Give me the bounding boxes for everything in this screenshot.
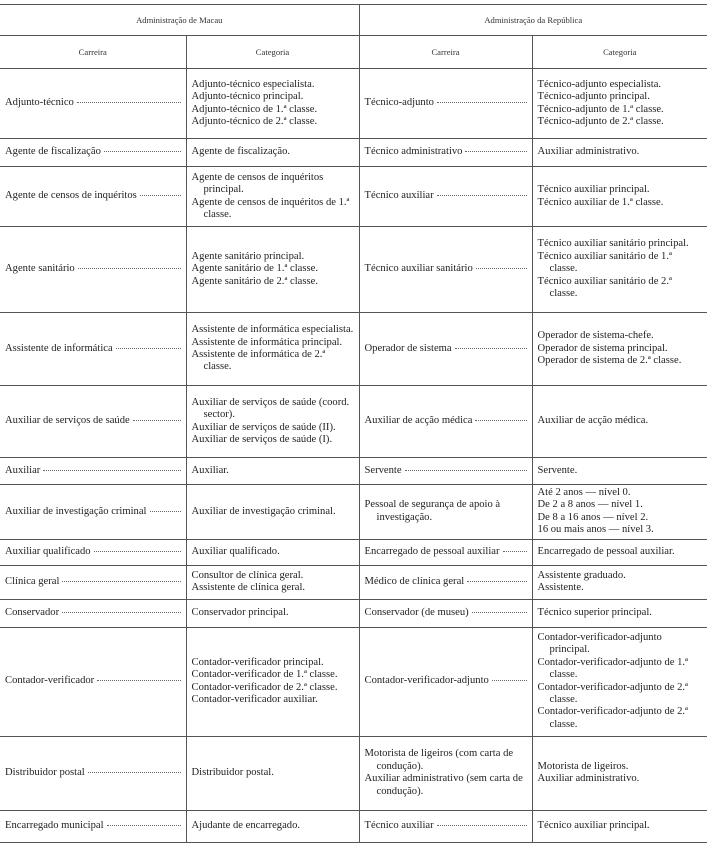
rep-carreira-text: Encarregado de pessoal auxiliar bbox=[364, 545, 500, 557]
table-row bbox=[0, 485, 707, 540]
dot-leader bbox=[43, 470, 180, 471]
macau-categoria-cell bbox=[186, 69, 359, 139]
macau-carreira-cell bbox=[0, 227, 186, 313]
table-row bbox=[0, 810, 707, 842]
rep-carreira bbox=[365, 675, 527, 687]
rep-categoria-cell bbox=[532, 69, 707, 139]
macau-categoria-item: Auxiliar de serviços de saúde (I). bbox=[191, 433, 333, 445]
rep-categoria-item: Operador de sistema de 2.ª classe. bbox=[537, 355, 682, 367]
macau-categoria-item: Assistente de clínica geral. bbox=[191, 582, 306, 594]
macau-categoria-item: Auxiliar qualificado. bbox=[191, 545, 280, 557]
macau-carreira-cell bbox=[0, 313, 186, 386]
rep-categoria-cell bbox=[532, 139, 707, 167]
rep-carreira-cell bbox=[359, 599, 532, 627]
macau-carreira-cell bbox=[0, 485, 186, 540]
table-row bbox=[0, 627, 707, 736]
rep-categoria-item: Técnico-adjunto de 2.ª classe. bbox=[537, 115, 664, 127]
rep-categoria-item: Auxiliar de acção médica. bbox=[537, 415, 649, 427]
macau-categoria-item: Assistente de informática principal. bbox=[191, 336, 343, 348]
dot-leader bbox=[62, 612, 180, 613]
dot-leader bbox=[77, 102, 181, 103]
table-row bbox=[0, 458, 707, 485]
dot-leader bbox=[437, 825, 527, 826]
macau-categoria-item: Agente sanitário de 2.ª classe. bbox=[191, 275, 318, 287]
dot-leader bbox=[97, 680, 180, 681]
macau-categoria-cell bbox=[186, 810, 359, 842]
macau-carreira-cell bbox=[0, 386, 186, 458]
rep-categoria-item: De 2 a 8 anos — nível 1. bbox=[537, 499, 643, 511]
col-header-macau-categoria: Categoria bbox=[186, 36, 359, 69]
rep-categoria-cell bbox=[532, 810, 707, 842]
dot-leader bbox=[150, 511, 181, 512]
dot-leader bbox=[437, 102, 527, 103]
col-header-rep-carreira: Carreira bbox=[359, 36, 532, 69]
dot-leader bbox=[94, 551, 181, 552]
rep-categoria-item: Técnico auxiliar de 1.ª classe. bbox=[537, 196, 664, 208]
rep-carreira bbox=[365, 576, 527, 588]
macau-carreira-cell bbox=[0, 458, 186, 485]
macau-carreira-cell bbox=[0, 599, 186, 627]
rep-categoria-item: Até 2 anos — nível 0. bbox=[537, 487, 631, 498]
table-row bbox=[0, 139, 707, 167]
dot-leader bbox=[405, 470, 527, 471]
rep-carreira-cell bbox=[359, 736, 532, 810]
macau-categoria-item: Auxiliar de serviços de saúde (II). bbox=[191, 421, 336, 433]
rep-categoria-item: De 8 a 16 anos — nível 2. bbox=[537, 511, 649, 523]
dot-leader bbox=[503, 551, 527, 552]
rep-carreira bbox=[365, 146, 527, 158]
macau-carreira bbox=[5, 506, 181, 518]
macau-categoria-cell bbox=[186, 458, 359, 485]
rep-categoria-item: Encarregado de pessoal auxiliar. bbox=[537, 545, 675, 557]
dot-leader bbox=[107, 825, 181, 826]
macau-categoria-item: Auxiliar. bbox=[191, 464, 229, 476]
group-header-republica: Administração da República bbox=[359, 5, 707, 36]
rep-carreira-cell bbox=[359, 539, 532, 565]
table-row bbox=[0, 565, 707, 599]
rep-categoria-item: Técnico auxiliar sanitário de 2.ª classe. bbox=[537, 275, 672, 300]
macau-categoria-item: Agente sanitário de 1.ª classe. bbox=[191, 263, 318, 275]
rep-carreira-cell bbox=[359, 565, 532, 599]
rep-categoria-cell bbox=[532, 627, 707, 736]
equivalence-table bbox=[0, 4, 707, 843]
rep-categoria-item: Servente. bbox=[537, 464, 578, 476]
rep-carreira-cell bbox=[359, 313, 532, 386]
rep-carreira-text: Técnico auxiliar sanitário bbox=[364, 263, 473, 275]
dot-leader bbox=[492, 680, 527, 681]
macau-categoria-cell bbox=[186, 227, 359, 313]
rep-carreira-cell bbox=[359, 139, 532, 167]
rep-carreira-cell bbox=[359, 69, 532, 139]
macau-categoria-item: Contador-verificador de 2.ª classe. bbox=[191, 681, 338, 693]
rep-carreira bbox=[365, 465, 527, 477]
macau-categoria-cell bbox=[186, 627, 359, 736]
macau-categoria-item: Consultor de clínica geral. bbox=[191, 569, 304, 581]
rep-categoria-cell bbox=[532, 599, 707, 627]
rep-categoria-cell bbox=[532, 565, 707, 599]
rep-categoria-item: Contador-verificador-adjunto principal. bbox=[537, 632, 662, 656]
macau-carreira bbox=[5, 820, 181, 832]
rep-carreira-cell bbox=[359, 810, 532, 842]
macau-carreira-cell bbox=[0, 565, 186, 599]
rep-categoria-cell bbox=[532, 485, 707, 540]
table-row bbox=[0, 599, 707, 627]
macau-carreira-text: Agente de fiscalização bbox=[5, 146, 101, 158]
macau-categoria-cell bbox=[186, 386, 359, 458]
rep-carreira-cell bbox=[359, 458, 532, 485]
macau-categoria-cell bbox=[186, 539, 359, 565]
rep-carreira-text: Técnico auxiliar bbox=[364, 819, 434, 831]
rep-categoria-cell bbox=[532, 313, 707, 386]
rep-carreira bbox=[365, 190, 527, 202]
rep-categoria-cell bbox=[532, 539, 707, 565]
table-row bbox=[0, 386, 707, 458]
rep-carreira bbox=[365, 97, 527, 109]
rep-carreira-text: Médico de clínica geral bbox=[364, 575, 465, 587]
rep-carreira bbox=[365, 607, 527, 619]
macau-categoria-cell bbox=[186, 485, 359, 540]
dot-leader bbox=[78, 268, 181, 269]
rep-categoria-item: 16 ou mais anos — nível 3. bbox=[537, 524, 654, 536]
rep-categoria-item: Técnico auxiliar sanitário de 1.ª classe. bbox=[537, 250, 672, 275]
dot-leader bbox=[116, 348, 181, 349]
dot-leader bbox=[455, 348, 527, 349]
macau-categoria-item: Agente de fiscalização. bbox=[191, 146, 291, 158]
rep-carreira-cell bbox=[359, 627, 532, 736]
rep-carreira bbox=[365, 820, 527, 832]
table-row bbox=[0, 69, 707, 139]
group-header-macau: Administração de Macau bbox=[0, 5, 359, 36]
macau-carreira-text: Auxiliar de serviços de saúde bbox=[5, 415, 130, 427]
rep-categoria-item: Técnico-adjunto especialista. bbox=[537, 78, 662, 90]
macau-carreira-text: Distribuidor postal bbox=[5, 766, 85, 778]
rep-carreira-cell bbox=[359, 386, 532, 458]
macau-carreira-text: Clínica geral bbox=[5, 575, 60, 587]
rep-carreira bbox=[365, 263, 527, 275]
macau-categoria-item: Distribuidor postal. bbox=[191, 766, 274, 778]
rep-categoria-cell bbox=[532, 227, 707, 313]
macau-categoria-cell bbox=[186, 313, 359, 386]
rep-categoria-item: Auxiliar administrativo. bbox=[537, 146, 640, 158]
rep-categoria-item: Operador de sistema-chefe. bbox=[537, 330, 654, 342]
rep-categoria-item: Assistente. bbox=[537, 582, 584, 594]
dot-leader bbox=[133, 420, 181, 421]
dot-leader bbox=[62, 581, 180, 582]
macau-carreira-text: Assistente de informática bbox=[5, 342, 113, 354]
rep-carreira-item: Motorista de ligeiros (com carta de condução). bbox=[364, 748, 514, 772]
table-row bbox=[0, 167, 707, 227]
rep-categoria-cell bbox=[532, 386, 707, 458]
dot-leader bbox=[465, 151, 526, 152]
rep-categoria-item: Técnico auxiliar sanitário principal. bbox=[537, 238, 689, 250]
macau-categoria-item: Conservador principal. bbox=[191, 606, 289, 618]
macau-carreira bbox=[5, 675, 181, 687]
dot-leader bbox=[467, 581, 526, 582]
dot-leader bbox=[437, 195, 527, 196]
macau-categoria-item: Ajudante de encarregado. bbox=[191, 819, 301, 831]
rep-carreira-text: Técnico auxiliar bbox=[364, 190, 434, 202]
macau-carreira-text: Auxiliar qualificado bbox=[5, 545, 91, 557]
rep-categoria-item: Contador-verificador-adjunto de 2.ª classe. bbox=[537, 681, 688, 706]
rep-carreira-cell bbox=[359, 227, 532, 313]
macau-carreira-text: Agente sanitário bbox=[5, 263, 75, 275]
rep-categoria-item: Assistente graduado. bbox=[537, 569, 626, 581]
table-row bbox=[0, 313, 707, 386]
dot-leader bbox=[475, 420, 526, 421]
macau-categoria-item: Adjunto-técnico de 1.ª classe. bbox=[191, 103, 318, 115]
macau-categoria-item: Contador-verificador de 1.ª classe. bbox=[191, 669, 338, 681]
macau-categoria-cell bbox=[186, 565, 359, 599]
macau-categoria-item: Agente de censos de inquéritos principal. bbox=[191, 171, 324, 196]
macau-carreira-text: Contador-verificador bbox=[5, 675, 95, 687]
macau-categoria-item: Contador-verificador principal. bbox=[191, 656, 324, 668]
rep-carreira-item: Auxiliar administrativo (sem carta de condução). bbox=[364, 773, 523, 797]
dot-leader bbox=[476, 268, 527, 269]
rep-categoria-item: Motorista de ligeiros. bbox=[537, 760, 629, 772]
rep-carreira: Pessoal de segurança de apoio à investigação. bbox=[364, 499, 501, 523]
macau-categoria-item: Agente de censos de inquéritos de 1.ª classe. bbox=[191, 196, 350, 220]
rep-carreira bbox=[365, 343, 527, 355]
rep-carreira-text: Contador-verificador-adjunto bbox=[364, 675, 489, 687]
col-header-rep-categoria: Categoria bbox=[532, 36, 707, 69]
dot-leader bbox=[140, 195, 181, 196]
rep-categoria-item: Técnico-adjunto de 1.ª classe. bbox=[537, 103, 664, 115]
macau-carreira bbox=[5, 190, 181, 202]
macau-categoria-cell bbox=[186, 167, 359, 227]
macau-carreira bbox=[5, 546, 181, 558]
rep-categoria-item: Operador de sistema principal. bbox=[537, 342, 668, 354]
rep-categoria-item: Técnico auxiliar principal. bbox=[537, 819, 650, 831]
macau-carreira bbox=[5, 607, 181, 619]
rep-carreira bbox=[365, 546, 527, 558]
rep-categoria-cell bbox=[532, 167, 707, 227]
macau-categoria-item: Assistente de informática de 2.ª classe. bbox=[191, 349, 326, 373]
macau-carreira-text: Auxiliar de investigação criminal bbox=[5, 505, 147, 517]
macau-carreira-cell bbox=[0, 736, 186, 810]
macau-carreira-text: Encarregado municipal bbox=[5, 819, 104, 831]
dot-leader bbox=[88, 772, 181, 773]
macau-carreira-text: Conservador bbox=[5, 606, 60, 618]
macau-carreira bbox=[5, 576, 181, 588]
rep-carreira-cell bbox=[359, 167, 532, 227]
rep-categoria-item: Técnico auxiliar principal. bbox=[537, 184, 650, 196]
macau-carreira bbox=[5, 263, 181, 275]
macau-categoria-item: Auxiliar de investigação criminal. bbox=[191, 505, 336, 517]
rep-carreira-text: Técnico administrativo bbox=[364, 146, 463, 158]
macau-carreira-cell bbox=[0, 167, 186, 227]
macau-categoria-cell bbox=[186, 139, 359, 167]
macau-categoria-item: Agente sanitário principal. bbox=[191, 250, 305, 262]
macau-categoria-cell bbox=[186, 599, 359, 627]
macau-carreira bbox=[5, 97, 181, 109]
dot-leader bbox=[104, 151, 181, 152]
rep-carreira-text: Servente bbox=[364, 464, 402, 476]
macau-carreira bbox=[5, 767, 181, 779]
macau-carreira-cell bbox=[0, 69, 186, 139]
table-row bbox=[0, 539, 707, 565]
rep-carreira-text: Operador de sistema bbox=[364, 342, 452, 354]
macau-categoria-item: Contador-verificador auxiliar. bbox=[191, 694, 318, 706]
macau-carreira-cell bbox=[0, 139, 186, 167]
rep-categoria-item: Contador-verificador-adjunto de 2.ª classe. bbox=[537, 706, 688, 730]
macau-categoria-item: Auxiliar de serviços de saúde (coord. sector). bbox=[191, 396, 350, 421]
table-row bbox=[0, 227, 707, 313]
macau-carreira bbox=[5, 465, 181, 477]
macau-carreira-text: Adjunto-técnico bbox=[5, 97, 74, 109]
macau-carreira-cell bbox=[0, 810, 186, 842]
rep-carreira bbox=[365, 415, 527, 427]
rep-categoria-item: Contador-verificador-adjunto de 1.ª classe. bbox=[537, 656, 688, 681]
rep-categoria-item: Técnico superior principal. bbox=[537, 606, 652, 618]
table-body bbox=[0, 69, 707, 843]
macau-categoria-cell bbox=[186, 736, 359, 810]
macau-categoria-item: Adjunto-técnico principal. bbox=[191, 91, 304, 103]
macau-carreira-text: Agente de censos de inquéritos bbox=[5, 190, 137, 202]
rep-carreira-cell bbox=[359, 485, 532, 540]
macau-categoria-item: Adjunto-técnico de 2.ª classe. bbox=[191, 115, 318, 127]
macau-categoria-item: Adjunto-técnico especialista. bbox=[191, 78, 315, 90]
col-header-macau-carreira: Carreira bbox=[0, 36, 186, 69]
macau-carreira-cell bbox=[0, 539, 186, 565]
rep-categoria-item: Técnico-adjunto principal. bbox=[537, 91, 650, 103]
macau-categoria-item: Assistente de informática especialista. bbox=[191, 324, 354, 336]
macau-carreira bbox=[5, 415, 181, 427]
rep-categoria-item: Auxiliar administrativo. bbox=[537, 773, 640, 785]
rep-carreira-text: Conservador (de museu) bbox=[364, 606, 469, 618]
table-row bbox=[0, 736, 707, 810]
macau-carreira-cell bbox=[0, 627, 186, 736]
macau-carreira bbox=[5, 343, 181, 355]
macau-carreira-text: Auxiliar bbox=[5, 464, 41, 476]
rep-carreira-text: Técnico-adjunto bbox=[364, 97, 434, 109]
dot-leader bbox=[472, 612, 527, 613]
rep-categoria-cell bbox=[532, 458, 707, 485]
rep-carreira-text: Auxiliar de acção médica bbox=[364, 415, 473, 427]
macau-carreira bbox=[5, 146, 181, 158]
rep-categoria-cell bbox=[532, 736, 707, 810]
